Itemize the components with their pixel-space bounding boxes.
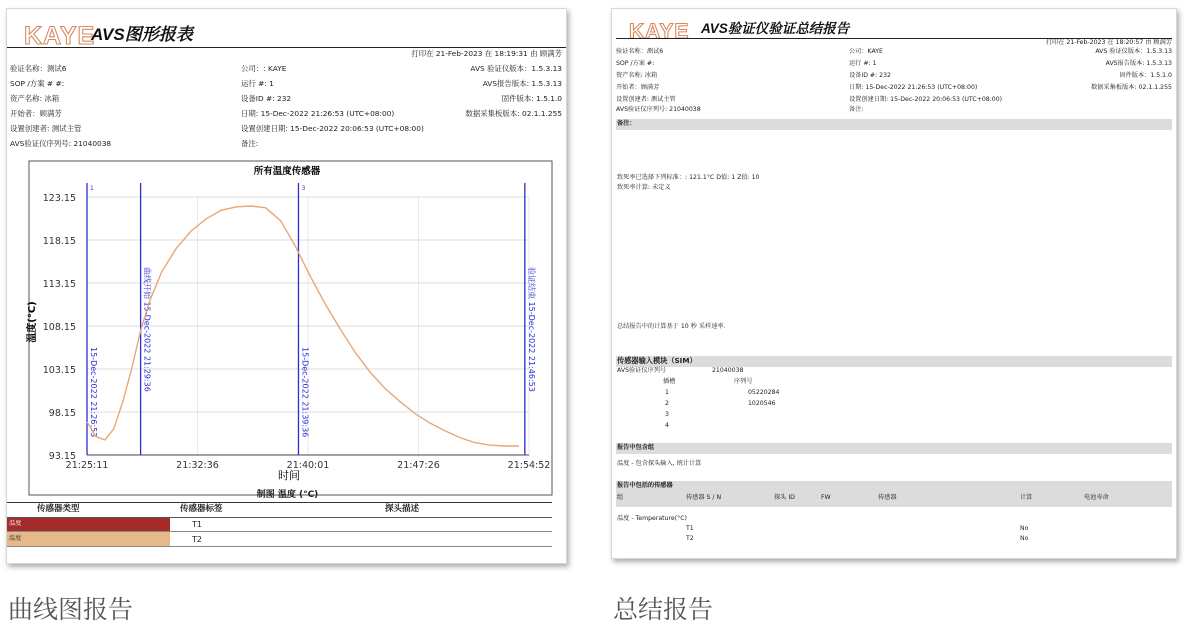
info-text: 公司：: KAYE bbox=[241, 64, 287, 73]
info-text: 资产名称: 冰箱 bbox=[616, 72, 658, 79]
col-header-label: 传感器标签 bbox=[180, 504, 223, 514]
calc-note: 总结报告中的计算基于 10 秒 采样速率. bbox=[617, 323, 726, 330]
info-text: 验证名称：测试6 bbox=[616, 48, 664, 55]
col-header-desc: 探头描述 bbox=[385, 504, 420, 514]
info-text: 日期: 15-Dec-2022 21:26:53 (UTC+08:00) bbox=[241, 109, 395, 118]
x-tick-label: 21:25:11 bbox=[65, 460, 109, 471]
event-marker-number: 1 bbox=[90, 185, 94, 192]
x-tick-label: 21:54:52 bbox=[507, 460, 551, 471]
caption-curve-report: 曲线图报告 bbox=[8, 595, 134, 624]
print-line: 打印在 21-Feb-2023 在 18:20:57 由 顾满芳 bbox=[1045, 39, 1172, 46]
calc-value: No bbox=[1020, 525, 1029, 532]
calc-value: No bbox=[1020, 535, 1029, 542]
sensor-label: T1 bbox=[192, 520, 202, 529]
info-text: AVS报告版本: 1.5.3.13 bbox=[1105, 60, 1172, 67]
info-text: AVS验证仪序列号: 21040038 bbox=[10, 139, 112, 148]
group-line: 温度 - 包含探头输入, 统计计算 bbox=[617, 460, 702, 467]
info-text: AVS验证仪序列号: 21040038 bbox=[616, 106, 701, 113]
col-header: 电池寿命 bbox=[1084, 494, 1109, 501]
caption-summary-report: 总结报告 bbox=[613, 595, 714, 624]
y-tick-label: 93.15 bbox=[48, 451, 76, 462]
event-marker-number: 3 bbox=[301, 185, 306, 192]
y-tick-label: 113.15 bbox=[42, 279, 76, 290]
included-groups-header: 报告中包含组 bbox=[617, 444, 655, 451]
info-text: 开始者：顾满芳 bbox=[10, 109, 62, 118]
sim-col-serial: 序列号 bbox=[734, 378, 753, 385]
sim-serial-label: AVS验证仪序列号 bbox=[617, 367, 667, 374]
print-line: 打印在 21-Feb-2023 在 18:19:31 由 顾满芳 bbox=[411, 49, 562, 58]
summary-report-card bbox=[611, 8, 1177, 559]
report-title: AVS验证仪验证总结报告 bbox=[701, 21, 850, 36]
info-text: 备注: bbox=[849, 106, 864, 113]
info-text: 设置创建者: 测试主管 bbox=[616, 96, 676, 103]
chart-subtitle: 制图 温度 (°C) bbox=[256, 490, 319, 500]
notes-label: 备注： bbox=[617, 120, 636, 127]
sim-serial: 21040038 bbox=[712, 367, 744, 374]
sim-col-slot: 插槽 bbox=[663, 378, 676, 385]
sim-serial-value: 1020546 bbox=[748, 400, 776, 407]
notes-band bbox=[616, 119, 1172, 130]
sim-slot: 4 bbox=[665, 422, 669, 429]
info-text: 数据采集板版本: 02.1.1.255 bbox=[465, 109, 562, 118]
info-text: 备注: bbox=[241, 139, 259, 148]
lethality-criteria: 致死率已选择下列标准：: 121.1°C D值: 1 Z值: 10 bbox=[617, 174, 760, 181]
info-text: SOP /方案 # #: bbox=[10, 79, 65, 88]
col-header: FW bbox=[821, 494, 831, 501]
event-marker-label: 验证结束 15-Dec-2022 21:46:53 bbox=[526, 267, 536, 392]
groups-band bbox=[616, 443, 1172, 454]
info-text: 开始者：顾满芳 bbox=[616, 84, 660, 91]
sensor-label: T2 bbox=[192, 535, 202, 544]
event-marker-label: 15-Dec-2022 21:39:36 bbox=[300, 347, 310, 438]
sensor-label: T1 bbox=[686, 525, 694, 532]
y-tick-label: 123.15 bbox=[42, 193, 76, 204]
sensor-type: 温度 bbox=[9, 535, 22, 542]
kaye-logo: KAYE bbox=[629, 20, 690, 43]
x-tick-label: 21:32:36 bbox=[176, 460, 219, 471]
x-axis-label: 时间 bbox=[278, 469, 300, 482]
sensor-type: 温度 bbox=[9, 520, 22, 527]
info-text: 设置创建日期: 15-Dec-2022 20:06:53 (UTC+08:00) bbox=[241, 124, 424, 133]
y-tick-label: 98.15 bbox=[48, 408, 76, 419]
info-text: 固件版本: 1.5.1.0 bbox=[501, 94, 562, 103]
report-title: AVS图形报表 bbox=[91, 25, 193, 44]
col-header: 传感器 bbox=[878, 494, 897, 501]
curve-report-card bbox=[6, 8, 567, 564]
header-rule bbox=[7, 47, 566, 48]
chart-frame bbox=[29, 161, 552, 495]
y-tick-label: 103.15 bbox=[42, 365, 76, 376]
y-tick-label: 108.15 bbox=[42, 322, 76, 333]
info-text: 固件版本：1.5.1.0 bbox=[1119, 72, 1172, 79]
info-text: 设备ID #: 232 bbox=[849, 72, 891, 79]
col-header-type: 传感器类型 bbox=[37, 504, 80, 514]
sim-serial-value: 05220284 bbox=[748, 389, 780, 396]
col-header: 组 bbox=[617, 494, 624, 501]
sim-slot: 1 bbox=[665, 389, 669, 396]
info-text: AVS 验证仪版本：1.5.3.13 bbox=[470, 64, 562, 73]
chart-title: 所有温度传感器 bbox=[253, 166, 321, 177]
info-text: AVS报告版本: 1.5.3.13 bbox=[482, 79, 562, 88]
info-text: 公司：KAYE bbox=[849, 48, 883, 55]
event-marker-label: 15-Dec-2022 21:26:53 bbox=[89, 347, 98, 438]
sim-slot: 2 bbox=[665, 400, 669, 407]
sim-header: 传感器输入模块（SIM） bbox=[617, 356, 697, 365]
sensor-color-swatch bbox=[7, 532, 170, 546]
kaye-logo: KAYE bbox=[24, 22, 96, 50]
y-axis-label: 温度(°C) bbox=[27, 301, 38, 343]
sim-slot: 3 bbox=[665, 411, 669, 418]
info-text: 设置创建日期: 15-Dec-2022 20:06:53 (UTC+08:00) bbox=[849, 96, 1003, 103]
group-name: 温度 - Temperature(°C) bbox=[617, 515, 687, 522]
info-text: 运行 #: 1 bbox=[241, 79, 274, 88]
info-text: 日期: 15-Dec-2022 21:26:53 (UTC+08:00) bbox=[849, 84, 978, 91]
info-text: 运行 #: 1 bbox=[849, 60, 877, 67]
info-text: AVS 验证仪版本：1.5.3.13 bbox=[1095, 48, 1172, 55]
sensor-color-swatch bbox=[7, 518, 170, 531]
included-sensors-header: 报告中包括的传感器 bbox=[617, 482, 673, 489]
col-header: 计算 bbox=[1020, 494, 1033, 501]
info-text: 设备ID #: 232 bbox=[241, 94, 292, 103]
col-header: 传感器 S / N bbox=[686, 494, 722, 501]
x-tick-label: 21:40:01 bbox=[286, 460, 330, 471]
lethality-calc: 致死率计算: 未定义 bbox=[617, 184, 671, 191]
col-header: 探头 ID bbox=[774, 494, 795, 501]
temperature-chart bbox=[7, 157, 567, 502]
y-tick-label: 118.15 bbox=[42, 236, 76, 247]
event-marker-label: 曲线开始 15-Dec-2022 21:29:36 bbox=[142, 267, 152, 392]
info-text: 验证名称：测试6 bbox=[10, 64, 67, 73]
sim-band bbox=[616, 356, 1172, 367]
sensor-label: T2 bbox=[686, 535, 694, 542]
info-text: 资产名称: 冰箱 bbox=[10, 94, 60, 103]
x-tick-label: 21:47:26 bbox=[397, 460, 440, 471]
info-text: SOP /方案 #: bbox=[616, 60, 655, 67]
info-text: 设置创建者: 测试主管 bbox=[10, 124, 82, 133]
info-text: 数据采集板版本: 02.1.1.255 bbox=[1091, 84, 1172, 91]
